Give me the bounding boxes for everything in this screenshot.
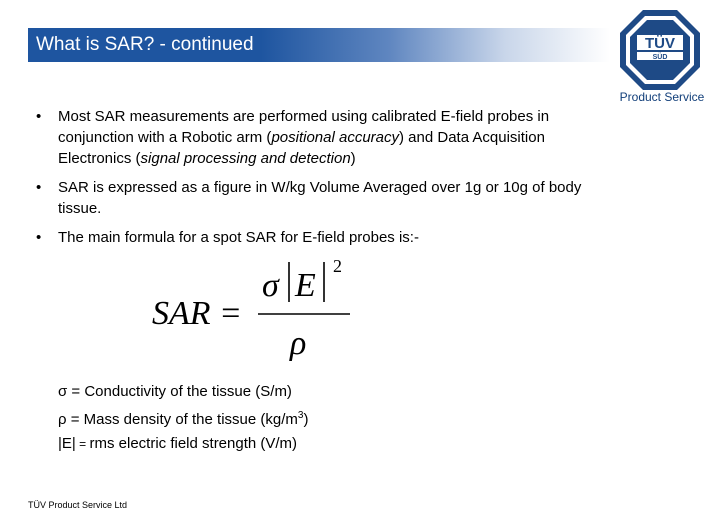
bullet-dot: • bbox=[36, 229, 42, 246]
def-sigma: σ = Conductivity of the tissue (S/m) bbox=[58, 383, 292, 400]
formula-e: E bbox=[295, 267, 316, 304]
logo-subtext: SÜD bbox=[652, 54, 668, 61]
footer: TÜV Product Service Ltd bbox=[28, 500, 128, 510]
bullet-dot: • bbox=[36, 179, 42, 196]
slide-title: What is SAR? - continued bbox=[36, 34, 254, 55]
bullet-item: • The main formula for a spot SAR for E-field probes is:- bbox=[36, 229, 419, 246]
definitions bbox=[58, 380, 308, 456]
bullet-list bbox=[36, 106, 592, 256]
formula-sigma: σ bbox=[262, 267, 279, 304]
bullet-item: • SAR is expressed as a figure in W/kg Volume Averaged over 1g or 10g of body tissue. bbox=[36, 179, 582, 217]
sar-formula bbox=[150, 252, 370, 362]
tuv-sud-logo bbox=[618, 8, 702, 92]
title-bar bbox=[28, 28, 610, 62]
formula-rho: ρ bbox=[290, 325, 307, 362]
def-e: |E| = rms electric field strength (V/m) bbox=[58, 435, 298, 452]
bullet-dot: • bbox=[36, 108, 42, 125]
def-rho: ρ = Mass density of the tissue $(kg/m^3)$ bbox=[58, 410, 309, 428]
formula-exponent: 2 bbox=[333, 256, 342, 276]
logo-text: TÜV bbox=[645, 35, 675, 52]
bullet-item: • Most SAR measurements are performed using calibrated E-field probes in conjunction with a Robotic arm (positional accuracy) and Data Acquisition Electronics (signal processing and detection) bbox=[36, 108, 550, 167]
logo-caption: Product Service bbox=[619, 90, 705, 104]
formula-lhs: SAR = bbox=[152, 295, 242, 332]
